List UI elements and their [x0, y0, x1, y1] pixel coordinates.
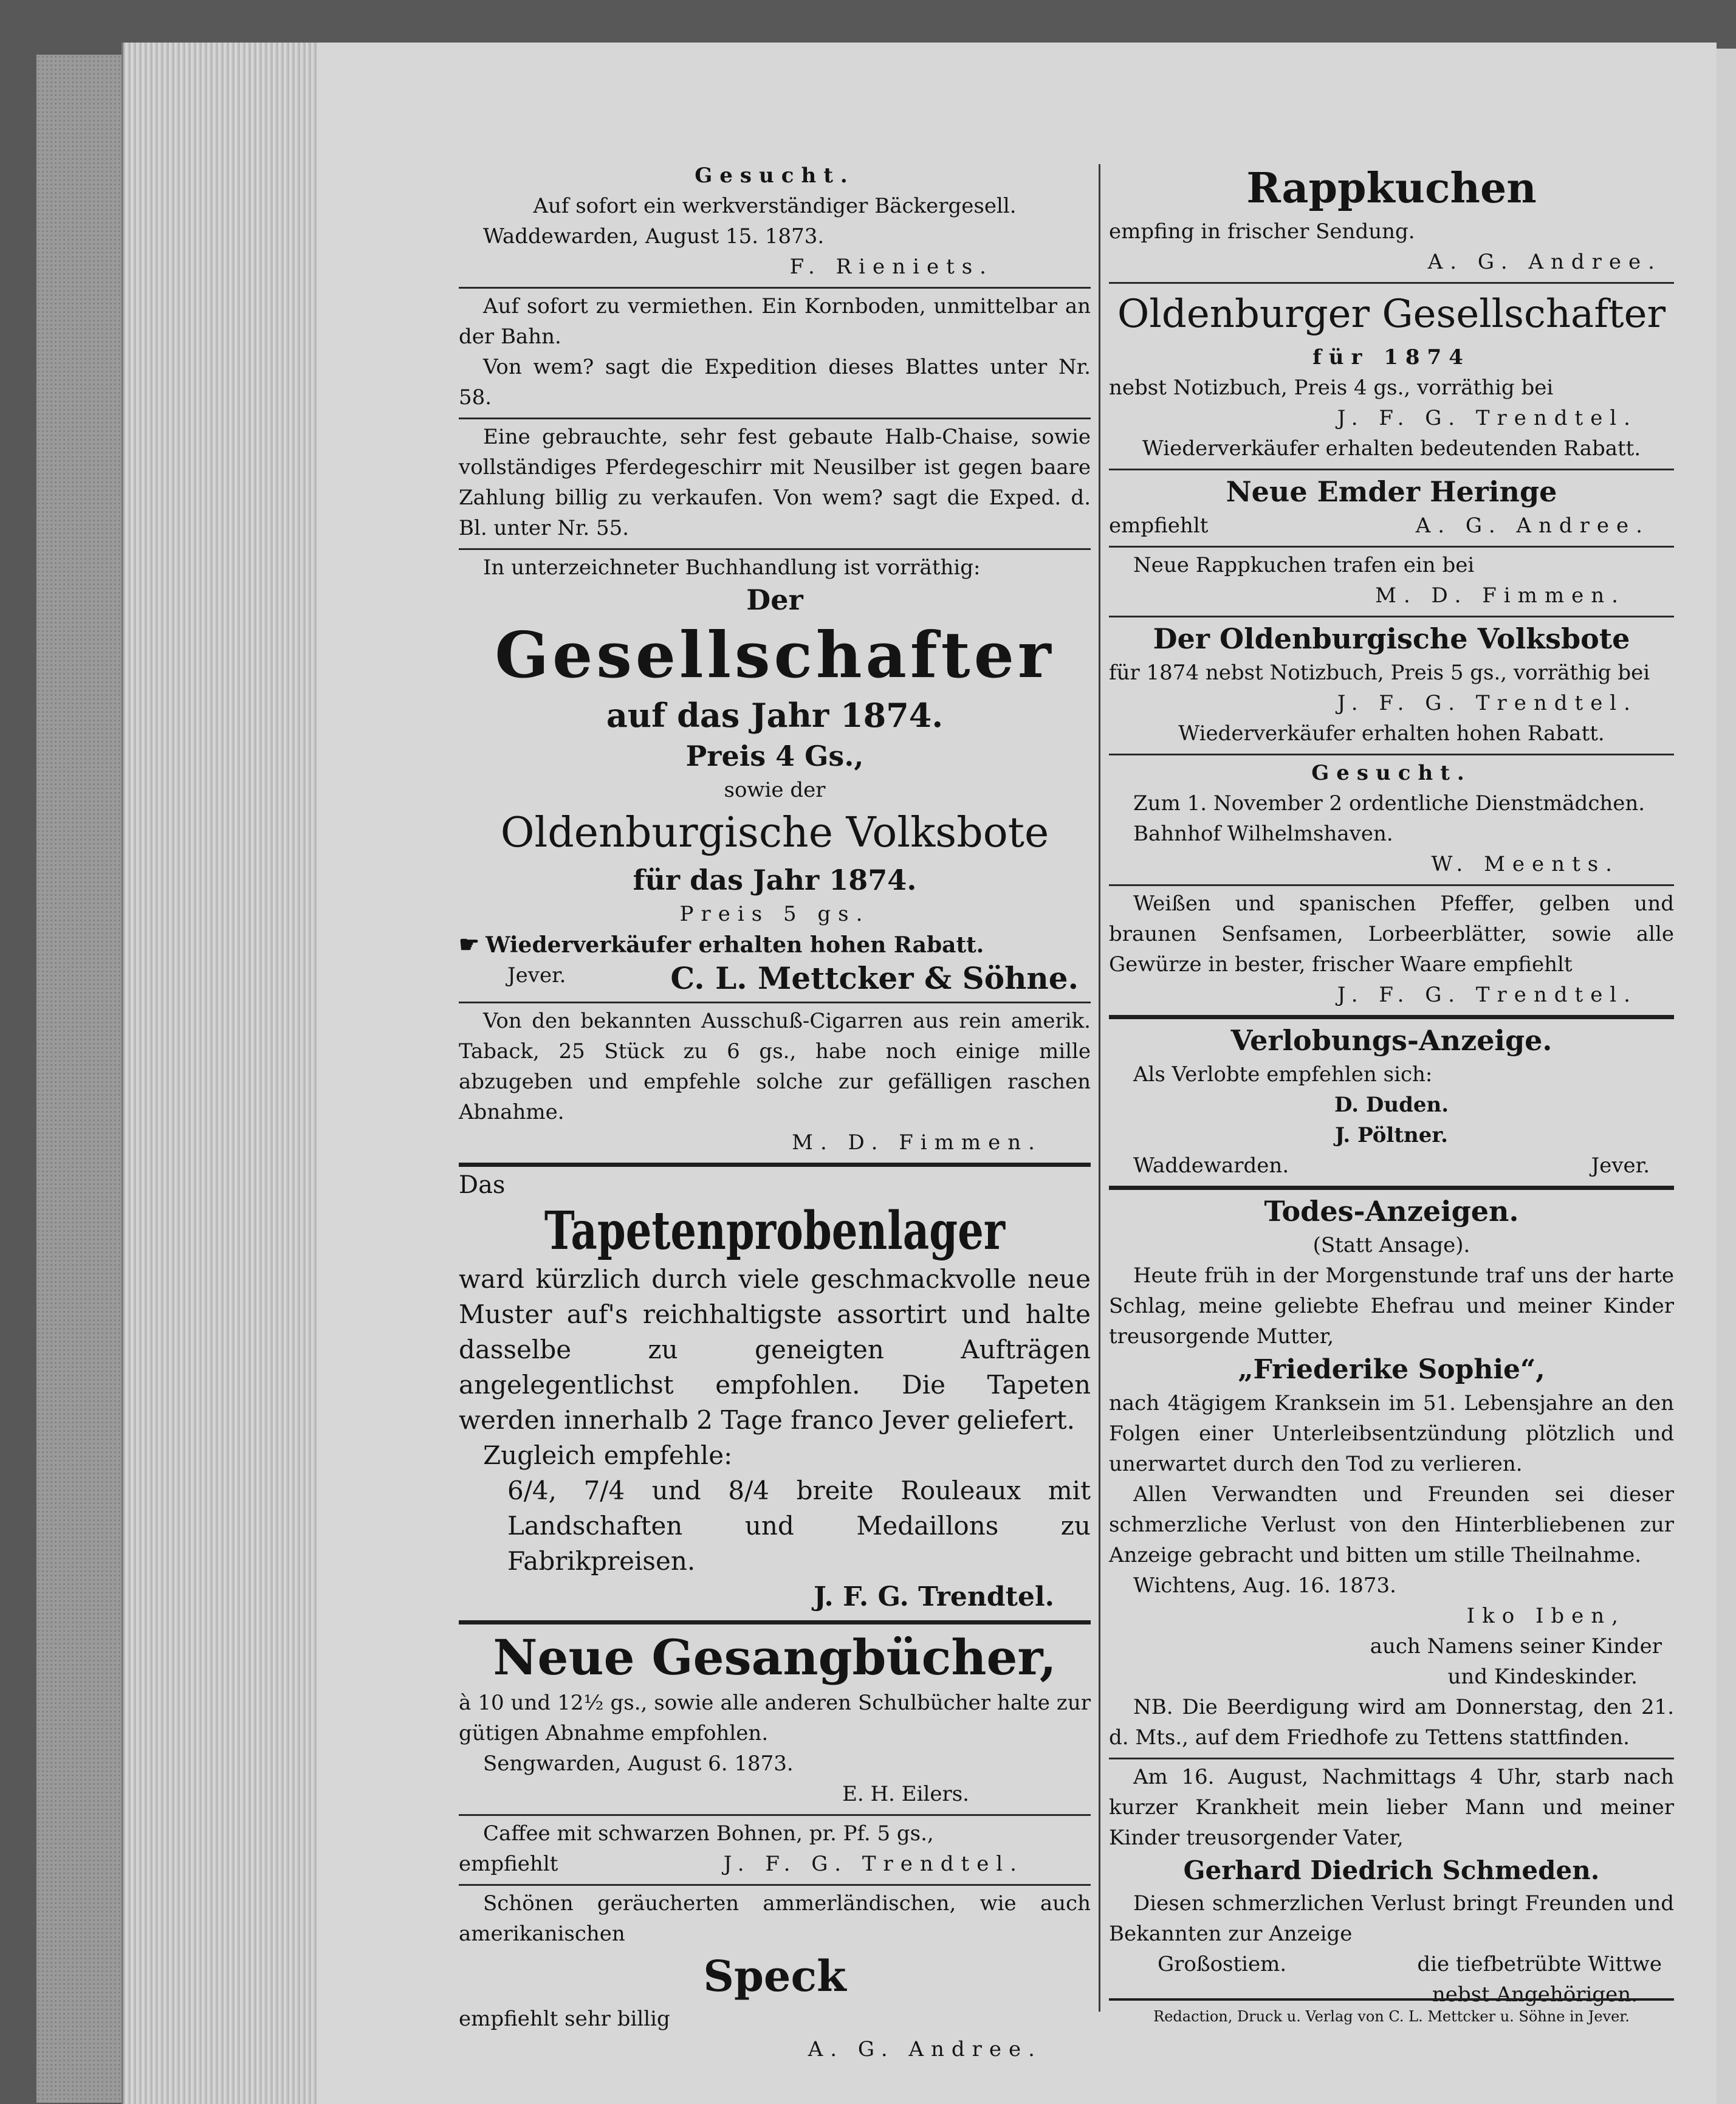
ad-rabatt: Wiederverkäufer erhalten hohen Rabatt.	[485, 932, 984, 958]
ad-body: Heute früh in der Morgenstunde traf uns der harte Schlag, meine geliebte Ehefrau und meiner Kinder treusorgende Mutter,	[1109, 1263, 1674, 1349]
ad-gesucht-dienstmaedchen	[1109, 754, 1674, 884]
ad-empfiehlt: empfiehlt	[459, 1852, 558, 1876]
ad-title: Neue Gesangbücher,	[493, 1629, 1057, 1686]
ad-signature: J. F. G. Trendtel.	[1337, 691, 1638, 715]
ad-signature: A. G. Andree.	[1427, 250, 1662, 274]
ad-body: empfing in frischer Sendung.	[1109, 219, 1415, 244]
ad-signature-3: und Kindeskinder.	[1447, 1665, 1638, 1689]
ad-verlobung	[1109, 1015, 1674, 1186]
ad-title: Oldenburger Gesellschafter	[1117, 292, 1666, 337]
ad-body: Weißen und spanischen Pfeffer, gelben und braunen Senfsamen, Lorbeerblätter, sowie alle Gewürze in bester, frischer Waare empfiehlt	[1109, 892, 1674, 977]
ad-intro: In unterzeichneter Buchhandlung ist vorräthig:	[483, 555, 981, 580]
ad-body: Auf sofort ein werkverständiger Bäckergesell.	[533, 194, 1017, 218]
ad-title: Neue Emder Heringe	[1226, 475, 1557, 508]
ad-todes-anzeige-iben	[1109, 1186, 1674, 1758]
ad-place: Wichtens, Aug. 16. 1873.	[1133, 1573, 1396, 1598]
ad-price: Preis 4 Gs.,	[685, 740, 864, 772]
ad-footer-row	[1109, 511, 1674, 541]
ad-das: Das	[459, 1171, 506, 1199]
ad-body: Caffee mit schwarzen Bohnen, pr. Pf. 5 gs.,	[483, 1821, 934, 1846]
ad-body: ward kürzlich durch viele geschmackvolle neue Muster auf's reichhaltigste assortirt und halte dasselbe zu geneigten Aufträgen angelegentlichst empfohlen. Die Tapeten werden innerhalb 2 Tage franco Jever geliefert.	[459, 1264, 1091, 1435]
ad-footer-row	[459, 1849, 1091, 1879]
ad-empfiehlt: empfiehlt	[1109, 514, 1209, 538]
ad-body-3: Allen Verwandten und Freunden sei dieser schmerzliche Verlust von den Hinterbliebenen zur Anzeige gebracht und bitten um stille Theilnahme.	[1109, 1482, 1674, 1567]
ad-gesellschafter-buch	[459, 548, 1091, 1002]
ad-signature: A. G. Andree.	[808, 2037, 1042, 2061]
ad-emder-heringe	[1109, 469, 1674, 546]
ad-signature: E. H. Eilers.	[842, 1782, 969, 1806]
ad-place: Sengwarden, August 6. 1873.	[483, 1752, 794, 1776]
ad-halb-chaise	[459, 418, 1091, 548]
ad-tapeten	[459, 1163, 1091, 1620]
ad-volksbote	[1109, 616, 1674, 754]
column-divider	[1099, 164, 1100, 2012]
ad-year-volksbote: für das Jahr 1874.	[633, 864, 917, 896]
ad-title-volksbote: Oldenburgische Volksbote	[500, 809, 1049, 857]
ad-body: Zum 1. November 2 ordentliche Dienstmädchen.	[1133, 791, 1645, 816]
ad-place: Waddewarden, August 15. 1873.	[483, 224, 825, 249]
ad-body-3: 6/4, 7/4 und 8/4 breite Rouleaux mit Landschaften und Medaillons zu Fabrikpreisen.	[507, 1476, 1091, 1576]
ad-name-1: D. Duden.	[1334, 1093, 1449, 1117]
ad-title: Gesucht.	[1311, 761, 1472, 785]
ad-body: Neue Rappkuchen trafen ein bei	[1133, 553, 1475, 577]
ad-footer-row	[1109, 1150, 1674, 1181]
ad-place: Jever.	[507, 963, 566, 988]
left-column	[459, 158, 1091, 2069]
ad-signature: J. F. G. Trendtel.	[1337, 983, 1638, 1007]
ad-title: Rappkuchen	[1246, 164, 1537, 213]
ad-subtitle: (Statt Ansage).	[1312, 1233, 1470, 1257]
ad-signature: W. Meents.	[1431, 852, 1619, 876]
ad-body: Auf sofort zu vermiethen. Ein Kornboden, unmittelbar an der Bahn.	[459, 294, 1091, 349]
page-stack	[122, 43, 324, 2104]
ad-kornboden	[459, 287, 1091, 418]
ad-place-1: Waddewarden.	[1133, 1153, 1289, 1178]
ad-place: Bahnhof Wilhelmshaven.	[1133, 822, 1393, 846]
ad-body: Eine gebrauchte, sehr fest gebaute Halb-Chaise, sowie vollständiges Pferdegeschirr mit Neusilber ist gegen baare Zahlung billig zu verkaufen. Von wem? sagt die Exped. d. Bl. unter Nr. 55.	[459, 425, 1091, 540]
ad-place: Großostiem.	[1158, 1952, 1287, 1976]
ad-body: nebst Notizbuch, Preis 4 gs., vorräthig bei	[1109, 376, 1554, 400]
ad-signature-2: auch Namens seiner Kinder	[1370, 1634, 1662, 1659]
ad-body-2: nach 4tägigem Kranksein im 51. Lebensjahre an den Folgen einer Unterleibsentzündung plötzlich und unerwartet durch den Tod zu verlieren.	[1109, 1391, 1674, 1476]
ad-title: Gesellschafter	[495, 617, 1055, 692]
ad-pfeffer	[1109, 884, 1674, 1015]
ad-body: Von den bekannten Ausschuß-Cigarren aus rein amerik. Taback, 25 Stück zu 6 gs., habe noch einige mille abzugeben und empfehle solche zur gefälligen raschen Abnahme.	[459, 1009, 1091, 1124]
pointing-hand-icon: ☛	[459, 930, 480, 958]
ad-title: Der Oldenburgische Volksbote	[1153, 622, 1630, 655]
ad-title: Gesucht.	[695, 163, 855, 188]
ad-line: empfiehlt sehr billig	[459, 2007, 670, 2031]
ad-speck	[459, 1884, 1091, 2069]
ad-year: auf das Jahr 1874.	[606, 696, 944, 735]
ad-signature: F. Rieniets.	[789, 255, 993, 279]
ad-body: à 10 und 12½ gs., sowie alle anderen Schulbücher halte zur gütigen Abnahme empfohlen.	[459, 1691, 1091, 1745]
ad-caffee	[459, 1814, 1091, 1884]
ad-title: Tapetenprobenlager	[544, 1200, 1006, 1262]
ad-gesucht-baecker	[459, 158, 1091, 287]
ad-name-2: J. Pöltner.	[1334, 1123, 1449, 1147]
ad-place-2: Jever.	[1591, 1153, 1650, 1178]
ad-signature: J. F. G. Trendtel.	[814, 1581, 1054, 1612]
ad-signature-1: Iko Iben,	[1466, 1604, 1625, 1628]
ad-signature: M. D. Fimmen.	[792, 1130, 1042, 1155]
ad-body: Am 16. August, Nachmittags 4 Uhr, starb nach kurzer Krankheit mein lieber Mann und meiner Kinder treusorgender Vater,	[1109, 1765, 1674, 1850]
right-column	[1109, 158, 1674, 2015]
ad-rabatt: Wiederverkäufer erhalten bedeutenden Rabatt.	[1142, 436, 1641, 461]
ad-body: Von wem? sagt die Expedition dieses Blattes unter Nr. 58.	[459, 355, 1091, 410]
ad-cigarren	[459, 1002, 1091, 1163]
ad-signature: M. D. Fimmen.	[1375, 583, 1625, 608]
ad-title: Todes-Anzeigen.	[1264, 1195, 1519, 1228]
ad-title: Speck	[703, 1951, 846, 2001]
ad-title: Verlobungs-Anzeige.	[1230, 1024, 1552, 1057]
ad-rappkuchen	[1109, 158, 1674, 282]
ad-der: Der	[746, 583, 803, 616]
ad-firm: C. L. Mettcker & Söhne.	[670, 960, 1079, 996]
ad-todes-anzeige-schmeden	[1109, 1758, 1674, 2015]
ad-body: für 1874 nebst Notizbuch, Preis 5 gs., vorräthig bei	[1109, 661, 1650, 685]
ad-signature: J. F. G. Trendtel.	[1337, 406, 1638, 430]
ad-signature-2: nebst Angehörigen.	[1432, 1982, 1638, 2007]
ad-body-2: Diesen schmerzlichen Verlust bringt Freunden und Bekannten zur Anzeige	[1109, 1891, 1674, 1946]
ad-rabatt: Wiederverkäufer erhalten hohen Rabatt.	[1178, 721, 1605, 746]
ad-body: Als Verlobte empfehlen sich:	[1133, 1062, 1433, 1087]
ad-signature: A. G. Andree.	[1415, 514, 1650, 538]
ad-deceased-name: „Friederike Sophie“,	[1238, 1354, 1545, 1385]
ad-price-volksbote: Preis 5 gs.	[679, 902, 870, 926]
imprint-footer: Redaction, Druck u. Verlag von C. L. Mettcker u. Söhne in Jever.	[1109, 1998, 1674, 2026]
ad-neue-rappkuchen	[1109, 546, 1674, 616]
ad-body: Schönen geräucherten ammerländischen, wie auch amerikanischen	[459, 1891, 1091, 1946]
ad-footer-row	[1109, 1949, 1674, 1979]
newspaper-page	[319, 43, 1717, 2104]
ad-year: für 1874	[1312, 345, 1470, 370]
ad-footer-row	[459, 960, 1091, 997]
ad-body-2: Zugleich empfehle:	[483, 1440, 733, 1470]
ad-nb: NB. Die Beerdigung wird am Donnerstag, den 21. d. Mts., auf dem Friedhofe zu Tettens stattfinden.	[1109, 1695, 1674, 1750]
ad-gesangbuecher	[459, 1620, 1091, 1814]
ad-signature: J. F. G. Trendtel.	[723, 1852, 1024, 1876]
ad-deceased-name: Gerhard Diedrich Schmeden.	[1183, 1855, 1600, 1885]
ad-rabatt-line	[459, 929, 1091, 960]
ad-signature-1: die tiefbetrübte Wittwe	[1417, 1952, 1662, 1976]
ad-oldenburger-gesellschafter	[1109, 282, 1674, 469]
ad-sowie: sowie der	[724, 778, 826, 802]
